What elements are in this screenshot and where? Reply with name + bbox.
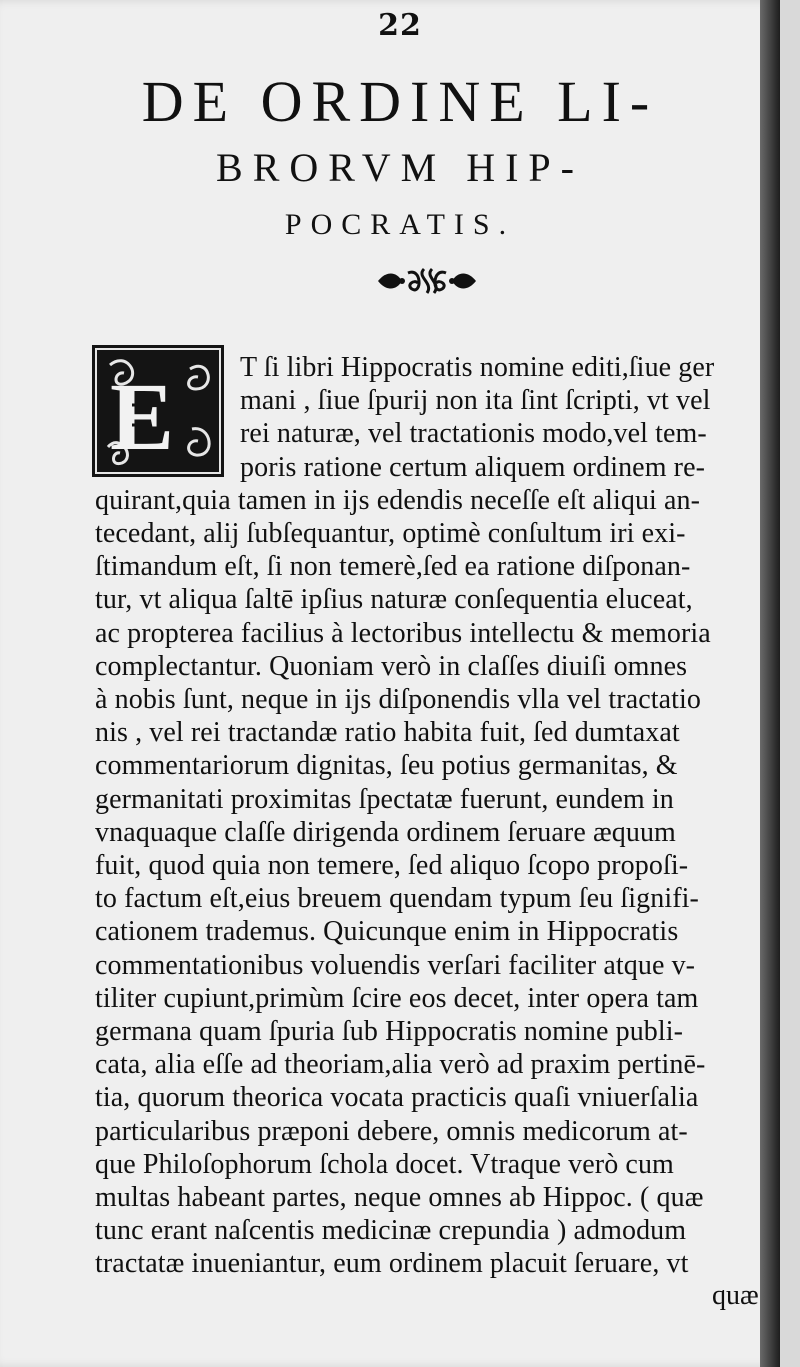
text-line: ſtimandum eſt, ſi non temerè,ſed ea ratione diſponan- [95, 551, 691, 582]
text-line: complectantur. Quoniam verò in claſſes diuiſi omnes [95, 651, 688, 682]
text-line: T ſi libri Hippocratis nomine editi,ſiue ger [240, 352, 715, 383]
text-line: germana quam ſpuria ſub Hippocratis nomine publi- [95, 1016, 684, 1047]
title-line-1: DE ORDINE LI- [141, 69, 659, 134]
text-line: tecedant, alij ſubſequantur, optimè conſultum iri exi- [95, 518, 686, 549]
text-line: cata, alia eſſe ad theoriam,alia verò ad praxim pertinē- [95, 1049, 706, 1080]
title-line-2: BRORVM HIP- [216, 145, 584, 190]
text-line: rei naturæ, vel tractationis modo,vel tem- [240, 418, 707, 449]
text-line: cationem trademus. Quicunque enim in Hippocratis [95, 916, 679, 947]
text-line: vnaquaque claſſe dirigenda ordinem ſeruare æquum [95, 817, 676, 848]
text-line: quirant,quia tamen in ijs edendis neceſſe eſt aliqui an- [95, 485, 701, 516]
page-edge [760, 0, 780, 1367]
text-line: à nobis ſunt, neque in ijs diſponendis vlla vel tractatio [95, 684, 702, 715]
text-line: particularibus præponi debere, omnis medicorum at- [95, 1116, 688, 1147]
text-line: tunc erant naſcentis medicinæ crepundia ) admodum [95, 1215, 687, 1246]
text-line: tractatæ inueniantur, eum ordinem placuit ſeruare, vt [95, 1248, 689, 1279]
text-line: to factum eſt,eius breuem quendam typum ſeu ſignifi- [95, 883, 699, 914]
text-line: tur, vt aliqua ſaltē ipſius naturæ conſequentia eluceat, [95, 584, 693, 615]
page-number: 22 [378, 8, 422, 43]
text-line: poris ratione certum aliquem ordinem re- [240, 452, 706, 483]
text-line: multas habeant partes, neque omnes ab Hippoc. ( quæ [95, 1182, 704, 1213]
decorated-initial-icon [92, 345, 224, 477]
title-line-3: POCRATIS. [284, 208, 516, 241]
text-line: mani , ſiue ſpurij non ita ſint ſcripti, vt vel [240, 385, 711, 416]
text-line: tia, quorum theorica vocata practicis quaſi vniuerſalia [95, 1082, 699, 1113]
initial-letter: E [109, 363, 175, 470]
catchword: quæ [712, 1280, 759, 1311]
text-line: commentariorum dignitas, ſeu potius germanitas, & [95, 750, 678, 781]
text-line: germanitati proximitas ſpectatæ fuerunt, eundem in [95, 784, 674, 815]
text-line: ac propterea facilius à lectoribus intellectu & memoria [95, 618, 711, 649]
fleuron-ornament-icon [372, 265, 482, 297]
text-line: commentationibus voluendis verſari faciliter atque v- [95, 950, 696, 981]
text-line: nis , vel rei tractandæ ratio habita fuit, ſed dumtaxat [95, 717, 680, 748]
text-line: que Philoſophorum ſchola docet. Vtraque verò cum [95, 1149, 674, 1180]
text-line: fuit, quod quia non temere, ſed aliquo ſcopo propoſi- [95, 850, 689, 881]
text-line: tiliter cupiunt,primùm ſcire eos decet, inter opera tam [95, 983, 699, 1014]
